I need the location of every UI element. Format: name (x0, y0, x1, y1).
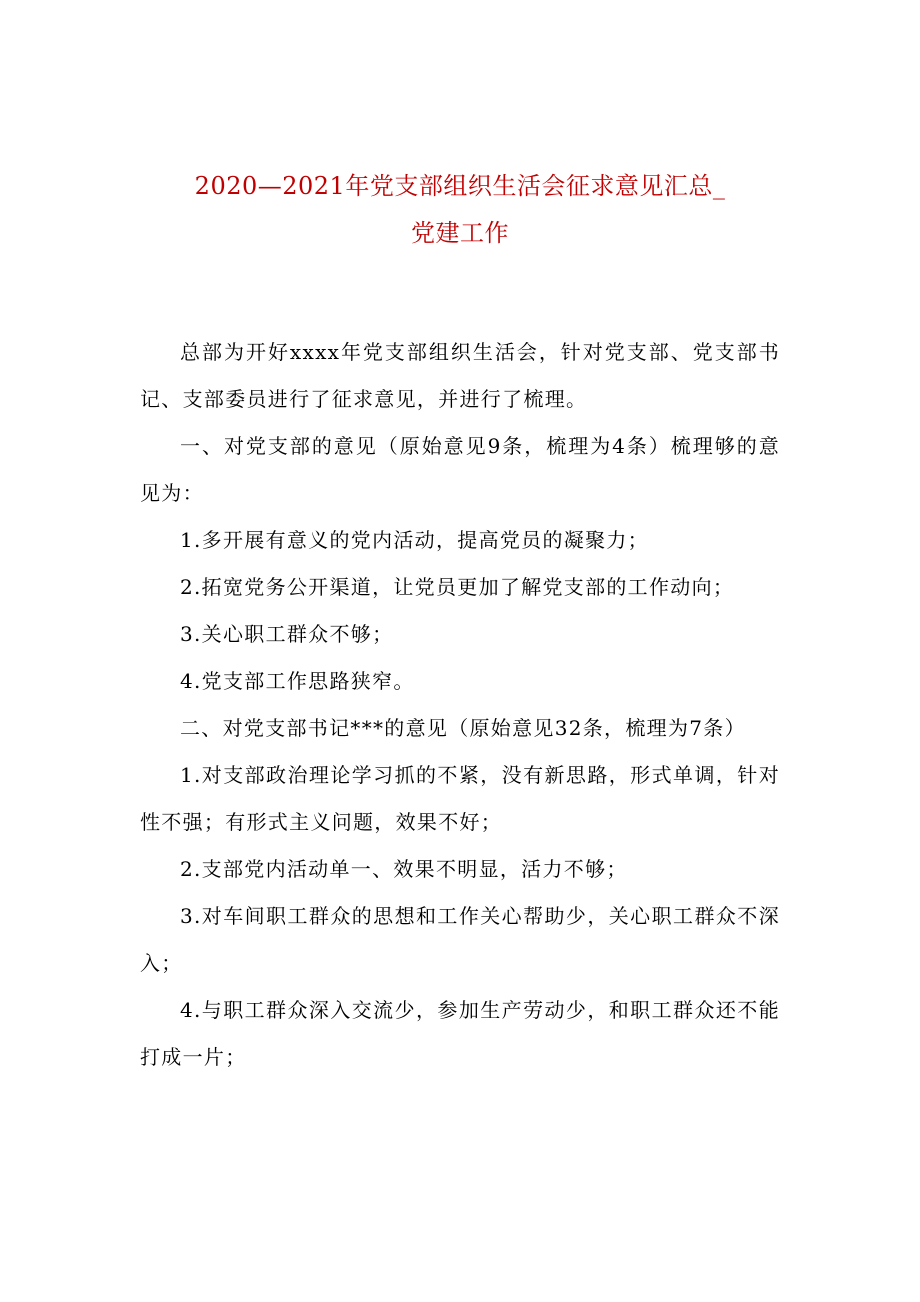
section-2-item-1: 1.对支部政治理论学习抓的不紧，没有新思路，形式单调，针对性不强；有形式主义问题，效果不好； (140, 763, 780, 834)
section-1-item-1: 1.多开展有意义的党内活动，提高党员的凝聚力； (180, 528, 649, 552)
section-2-item-4: 4.与职工群众深入交流少，参加生产劳动少，和职工群众还不能打成一片； (140, 998, 780, 1069)
section-2-heading: 二、对党支部书记***的意见（原始意见32条，梳理为7条） (180, 716, 746, 740)
document-title (140, 163, 780, 257)
section-1-item-2: 2.拓宽党务公开渠道，让党员更加了解党支部的工作动向； (180, 575, 735, 599)
title-line-1: 2020—2021年党支部组织生活会征求意见汇总_ (194, 172, 726, 200)
section-2-item-2: 2.支部党内活动单一、效果不明显，活力不够； (180, 857, 628, 881)
document-body (140, 329, 780, 1081)
section-2-item-3: 3.对车间职工群众的思想和工作关心帮助少，关心职工群众不深入； (140, 904, 780, 975)
title-line-2: 党建工作 (411, 219, 509, 247)
intro-paragraph: 总部为开好xxxx年党支部组织生活会，针对党支部、党支部书记、支部委员进行了征求意见，并进行了梳理。 (140, 340, 780, 411)
section-1-item-3: 3.关心职工群众不够； (180, 622, 394, 646)
section-1-item-4: 4.党支部工作思路狭窄。 (180, 669, 415, 693)
section-1-heading: 一、对党支部的意见（原始意见9条，梳理为4条）梳理够的意见为： (140, 434, 780, 505)
